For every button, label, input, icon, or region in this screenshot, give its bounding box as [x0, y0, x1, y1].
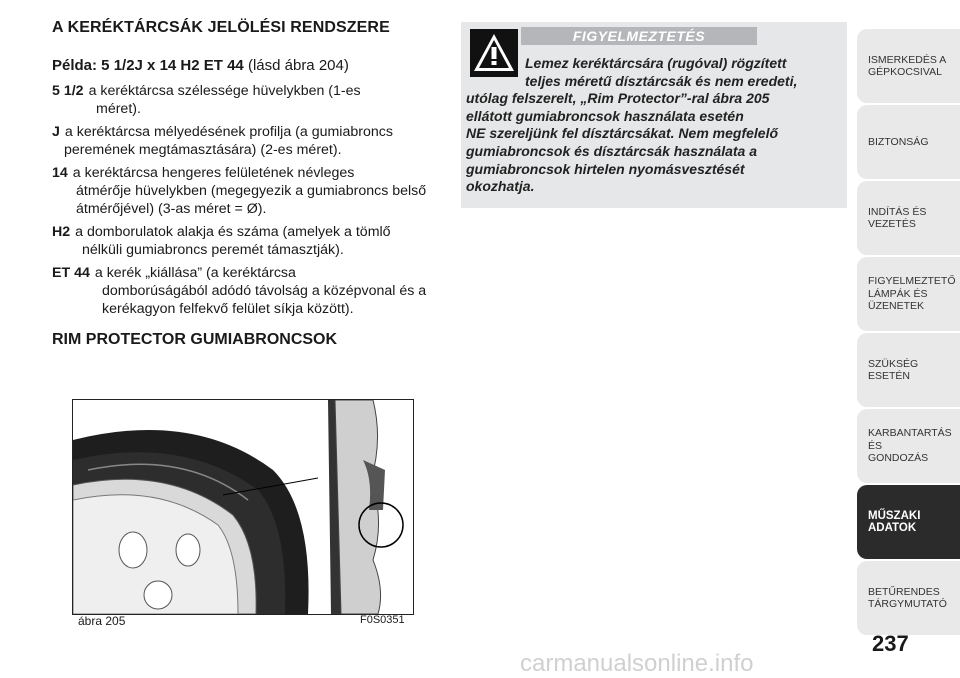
definition-continuation: peremének megtámasztására) (2-es méret). — [64, 142, 342, 159]
warning-line: NE szereljünk fel dísztárcsákat. Nem megfelelő — [466, 125, 779, 142]
definition-list — [52, 82, 447, 323]
watermark: carmanualsonline.info — [520, 650, 754, 677]
tab-szukseg[interactable] — [857, 333, 960, 407]
definition-continuation: méret). — [96, 101, 141, 118]
tab-label: BIZTONSÁG — [868, 135, 929, 148]
example-code: Példa: 5 1/2J x 14 H2 ET 44 — [52, 57, 244, 74]
tab-label: SZÜKSÉG ESETÉN — [868, 357, 919, 382]
definition-item — [52, 164, 447, 219]
definition-term: J — [52, 123, 60, 140]
example-line — [52, 57, 349, 74]
figure-caption: ábra 205 — [78, 614, 126, 628]
tire-drawing — [73, 400, 413, 614]
definition-item — [52, 123, 447, 160]
definition-text: a keréktárcsa hengeres felületének névleges — [72, 164, 355, 181]
tab-biztonsag[interactable] — [857, 105, 960, 179]
tab-label: ISMERKEDÉS A GÉPKOCSIVAL — [868, 53, 947, 78]
definition-text: a keréktárcsa szélessége hüvelykben (1-es — [88, 83, 361, 99]
tab-label: INDÍTÁS ÉS VEZETÉS — [868, 205, 927, 230]
definition-item — [52, 82, 447, 119]
tab-inditas[interactable] — [857, 181, 960, 255]
example-reference: (lásd ábra 204) — [243, 57, 349, 74]
definition-continuation: domborúságából adódó távolság a középvonal és a kerékagyon felfekvő felület síkja között). — [102, 283, 427, 318]
warning-line: okozhatja. — [466, 178, 535, 195]
warning-line: gumiabroncsok és dísztárcsák használata a — [466, 142, 758, 159]
definition-text: a domborulatok alakja és száma (amelyek a tömlő — [75, 223, 391, 240]
tab-targymutato[interactable] — [857, 561, 960, 635]
tab-muszaki-adatok[interactable] — [857, 485, 960, 559]
warning-line: gumiabroncsok hirtelen nyomásvesztését — [466, 160, 745, 177]
warning-line: Lemez keréktárcsára (rugóval) rögzített — [525, 55, 787, 71]
warning-text — [466, 55, 841, 196]
definition-term: 14 — [52, 164, 68, 181]
definition-term: 5 1/2 — [52, 83, 84, 99]
rim-protector-heading: RIM PROTECTOR GUMIABRONCSOK — [52, 331, 338, 348]
definition-term: ET 44 — [52, 264, 90, 281]
definition-continuation: átmérője hüvelykben (megegyezik a gumiabroncs belső átmérőjével) (3-as méret = Ø). — [76, 183, 427, 218]
tab-label: FIGYELMEZTETŐ LÁMPÁK ÉS ÜZENETEK — [868, 275, 956, 313]
tire-illustration — [72, 399, 414, 615]
definition-text: a kerék „kiállása” (a keréktárcsa — [94, 264, 296, 281]
tab-label: MŰSZAKI ADATOK — [868, 509, 921, 534]
tab-label: BETŰRENDES TÁRGYMUTATÓ — [868, 585, 947, 610]
definition-text: a keréktárcsa mélyedésének profilja (a gumiabroncs — [64, 123, 393, 140]
figure-code: F0S0351 — [360, 614, 405, 626]
section-heading: A KERÉKTÁRCSÁK JELÖLÉSI RENDSZERE — [52, 19, 390, 36]
tab-ismerkedes[interactable] — [857, 29, 960, 103]
definition-term: H2 — [52, 223, 71, 240]
tab-label: KARBANTARTÁS ÉS GONDOZÁS — [868, 427, 952, 465]
warning-line: ellátott gumiabroncsok használata esetén — [466, 107, 744, 124]
page-number: 237 — [872, 631, 909, 656]
definition-continuation: nélküli gumiabroncs peremét támasztják). — [82, 242, 344, 259]
warning-line: teljes méretű dísztárcsák és nem eredeti, — [525, 72, 798, 89]
definition-item — [52, 264, 447, 319]
warning-title: FIGYELMEZTETÉS — [521, 27, 757, 45]
tab-figyelmezteto[interactable] — [857, 257, 960, 331]
definition-item — [52, 223, 447, 260]
warning-line: utólag felszerelt, „Rim Protector”-ral ábra 205 — [466, 90, 770, 107]
tab-karbantartas[interactable] — [857, 409, 960, 483]
